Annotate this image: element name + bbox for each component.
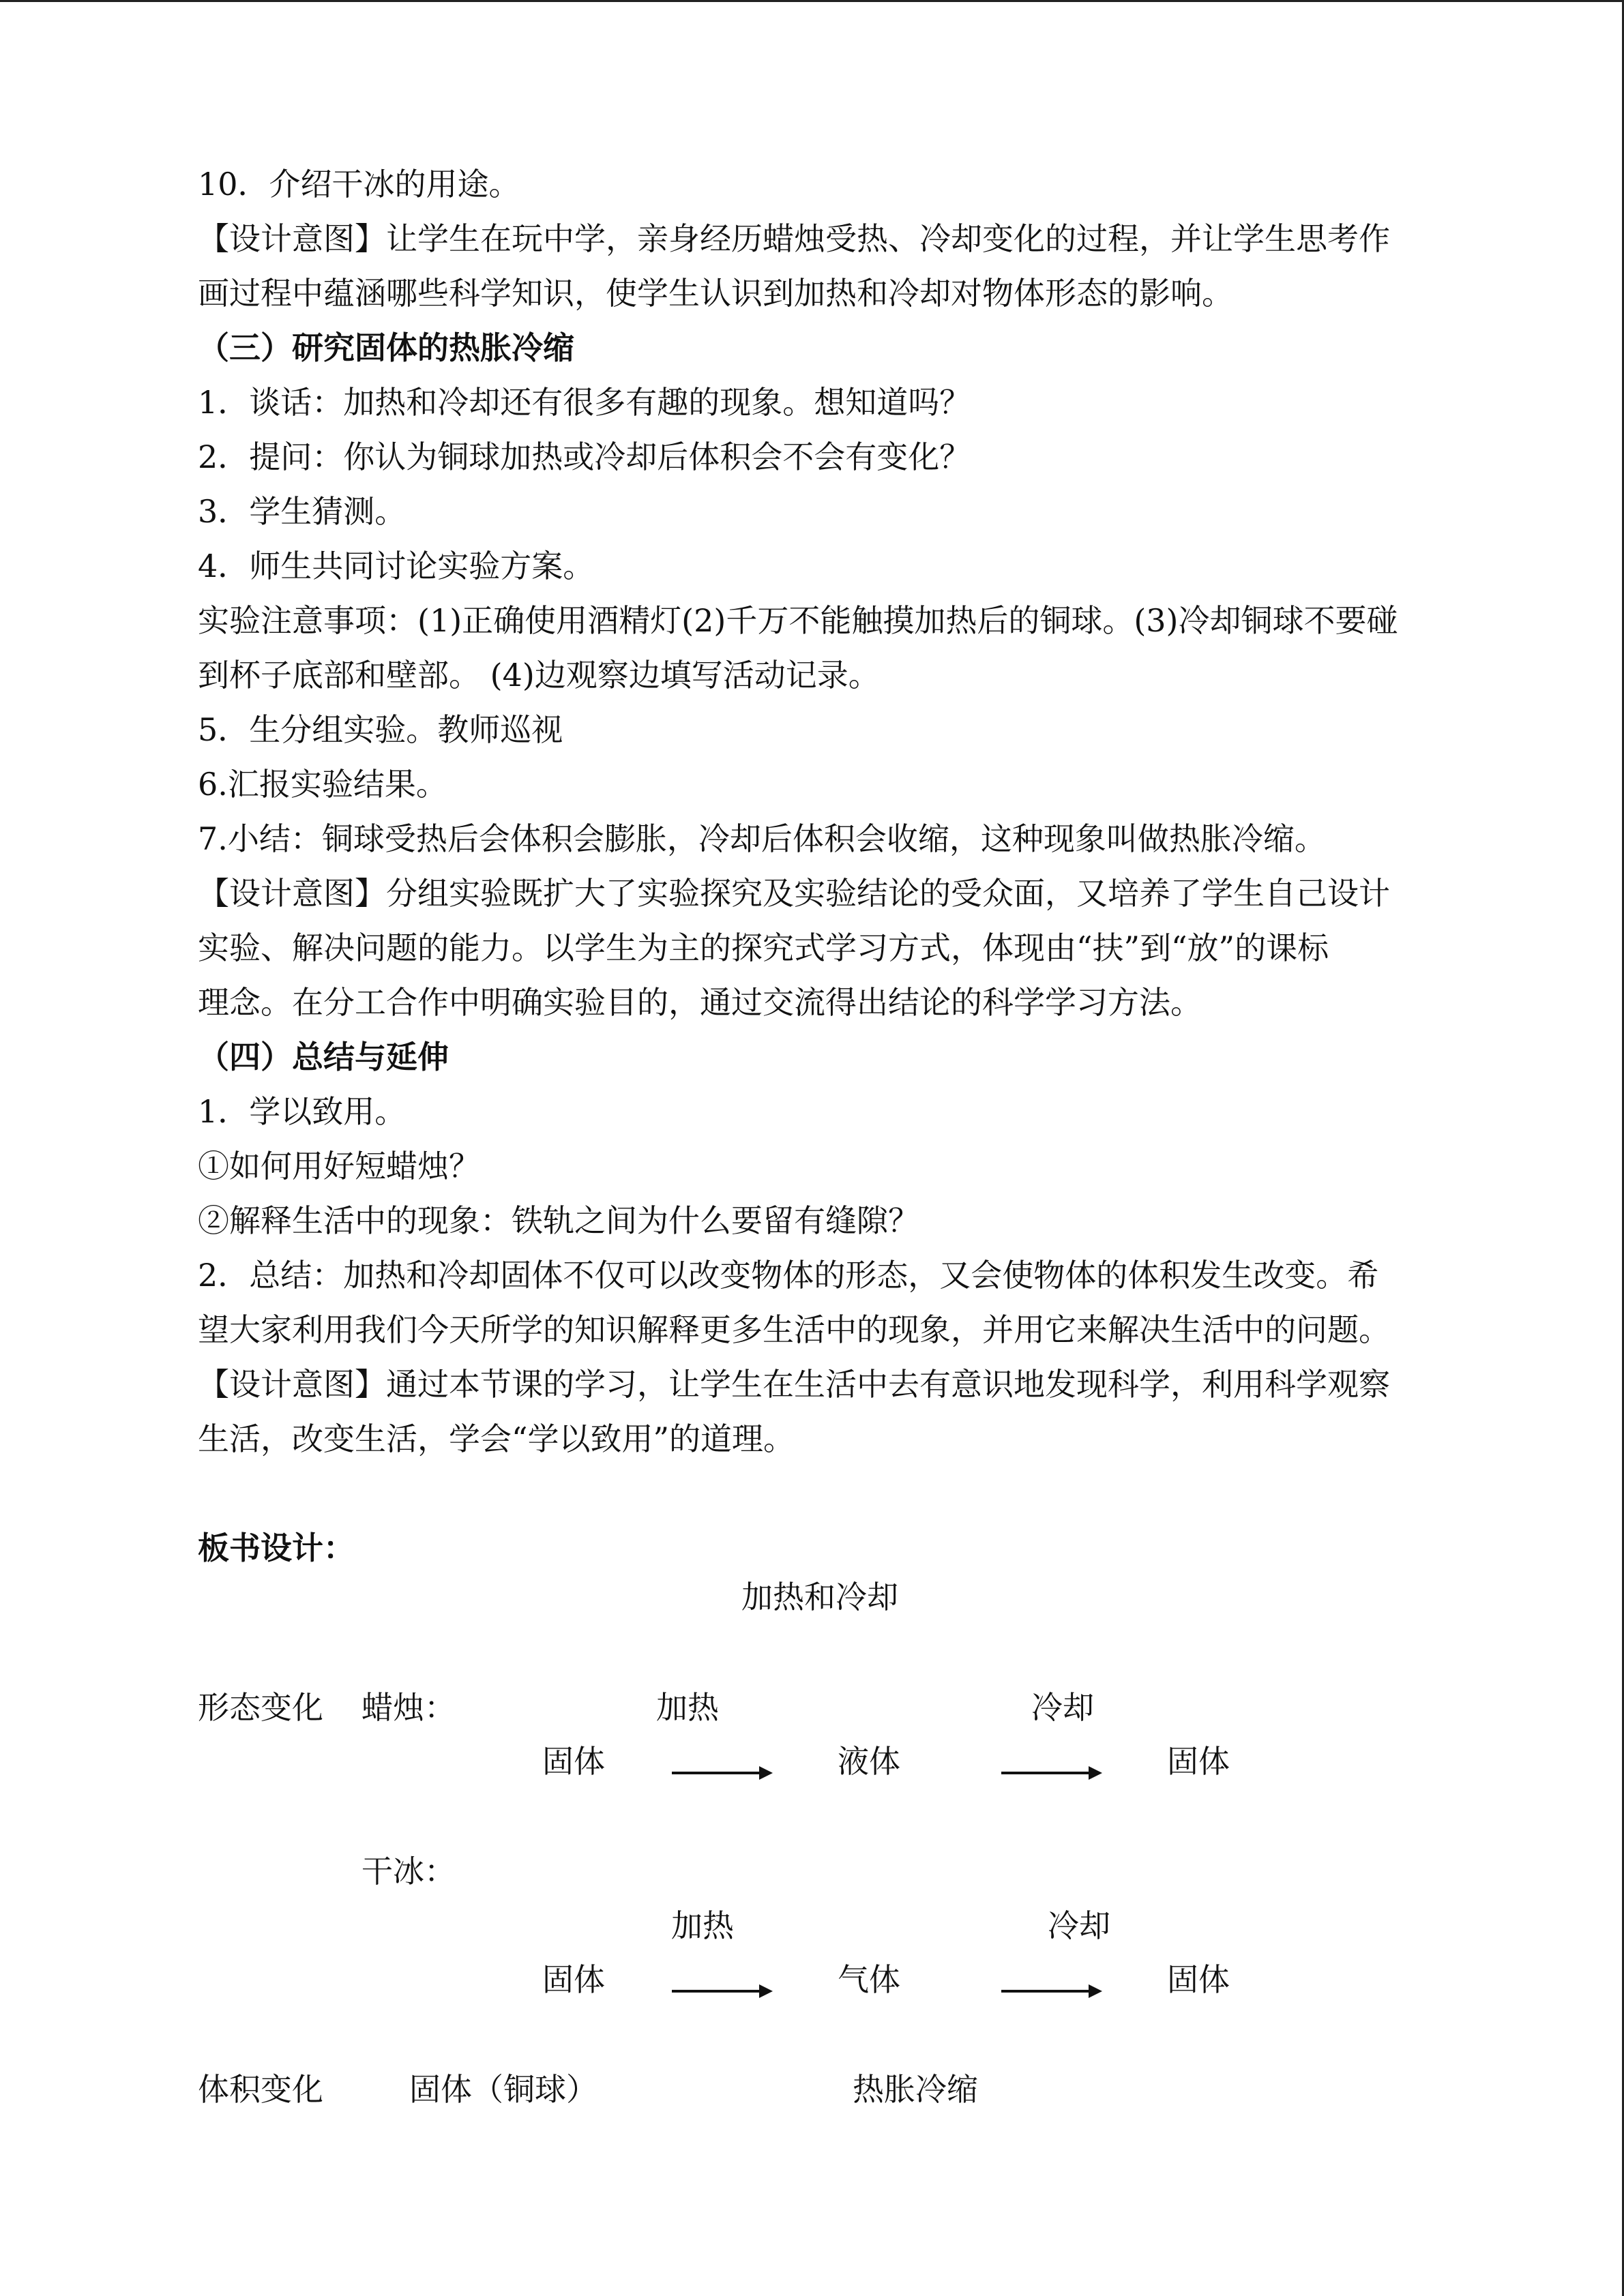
text-line: 6.汇报实验结果。 [198, 766, 447, 803]
candle-label: 蜡烛： [361, 1689, 456, 1726]
dry-ice-label: 干冰： [361, 1853, 456, 1890]
text-line: 【设计意图】分组实验既扩大了实验探究及实验结论的受众面，又培养了学生自己设计 [198, 875, 1390, 912]
text-line: 1．学以致用。 [198, 1093, 407, 1130]
text-line: 3．学生猜测。 [198, 493, 407, 530]
text-line: 望大家利用我们今天所学的知识解释更多生活中的现象，并用它来解决生活中的问题。 [198, 1311, 1390, 1348]
section-heading: （三）研究固体的热胀冷缩 [198, 329, 574, 366]
arrow-right-icon [1001, 1759, 1104, 1787]
solid-2: 固体 [1167, 1743, 1230, 1780]
text-line: 1．谈话：加热和冷却还有很多有趣的现象。想知道吗？ [198, 384, 971, 421]
text-line: ②解释生活中的现象：铁轨之间为什么要留有缝隙？ [198, 1202, 919, 1239]
document-body [198, 157, 1446, 1575]
shape-change-label: 形态变化 [198, 1689, 323, 1726]
text-line: 理念。在分工合作中明确实验目的，通过交流得出结论的科学学习方法。 [198, 984, 1202, 1021]
text-line: 2．提问：你认为铜球加热或冷却后体积会不会有变化？ [198, 438, 971, 475]
text-line: 2．总结：加热和冷却固体不仅可以改变物体的形态，又会使物体的体积发生改变。希 [198, 1257, 1379, 1294]
heat-label-2: 加热 [671, 1907, 734, 1944]
cool-label-1: 冷却 [1031, 1689, 1094, 1726]
cool-label-2: 冷却 [1048, 1907, 1110, 1944]
arrow-right-icon [1001, 1978, 1104, 2005]
text-line: 到杯子底部和壁部。 (4)边观察边填写活动记录。 [198, 657, 880, 694]
section-heading: （四）总结与延伸 [198, 1039, 449, 1075]
board-title: 加热和冷却 [741, 1579, 898, 1615]
text-line: 10．介绍干冰的用途。 [198, 166, 520, 203]
gas: 气体 [838, 1961, 900, 1998]
solid-3: 固体 [542, 1961, 605, 1998]
text-line: 画过程中蕴涵哪些科学知识，使学生认识到加热和冷却对物体形态的影响。 [198, 275, 1233, 312]
text-line: 生活，改变生活，学会“学以致用”的道理。 [198, 1420, 795, 1457]
board-heading: 板书设计： [198, 1530, 355, 1566]
heat-label-1: 加热 [656, 1689, 719, 1726]
expansion-label: 热胀冷缩 [853, 2071, 978, 2108]
text-line: 【设计意图】让学生在玩中学，亲身经历蜡烛受热、冷却变化的过程，并让学生思考作 [198, 220, 1390, 257]
text-line: 【设计意图】通过本节课的学习，让学生在生活中去有意识地发现科学，利用科学观察 [198, 1366, 1390, 1403]
text-line: 4．师生共同讨论实验方案。 [198, 548, 595, 584]
liquid: 液体 [838, 1743, 900, 1780]
solid-4: 固体 [1167, 1961, 1230, 1998]
text-line: ①如何用好短蜡烛？ [198, 1148, 480, 1184]
text-line: 7.小结：铜球受热后会体积会膨胀，冷却后体积会收缩，这种现象叫做热胀冷缩。 [198, 820, 1326, 857]
solid-ball-label: 固体（铜球） [409, 2071, 597, 2108]
text-line: 5．生分组实验。教师巡视 [198, 711, 563, 748]
arrow-right-icon [672, 1978, 774, 2005]
arrow-right-icon [672, 1759, 774, 1787]
volume-change-label: 体积变化 [198, 2071, 323, 2108]
text-line: 实验、解决问题的能力。以学生为主的探究式学习方式，体现由“扶”到“放”的课标 [198, 929, 1329, 966]
text-line: 实验注意事项：(1)正确使用酒精灯(2)千万不能触摸加热后的铜球。(3)冷却铜球不要碰 [198, 602, 1398, 639]
solid-1: 固体 [542, 1743, 605, 1780]
